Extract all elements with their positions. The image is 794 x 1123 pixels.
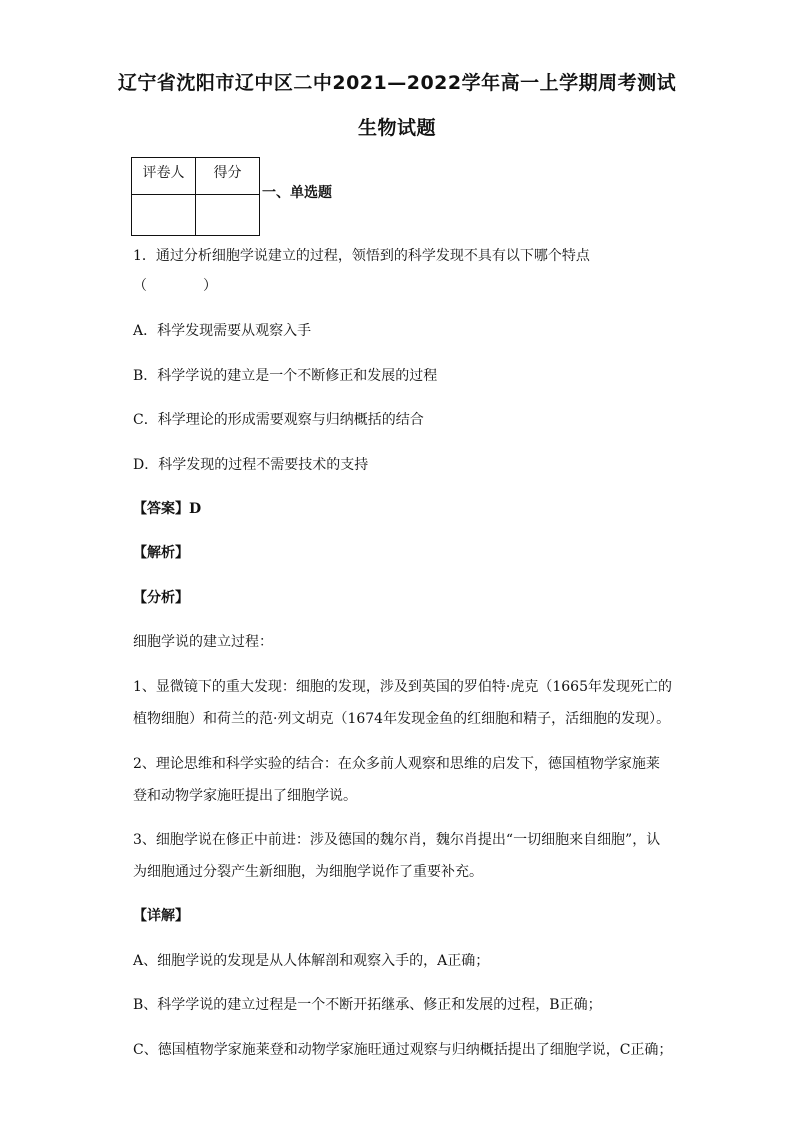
detail-label: 【详解】 [133,908,189,924]
question-stem: 1．通过分析细胞学说建立的过程，领悟到的科学发现不具有以下哪个特点 [133,248,590,264]
option-d: D．科学发现的过程不需要技术的支持 [133,457,369,473]
option-a: A．科学发现需要从观察入手 [133,323,312,339]
analysis-point-1b: 植物细胞）和荷兰的范·列文胡克（1674年发现金鱼的红细胞和精子，活细胞的发现）。 [133,711,671,727]
analysis-point-1a: 1、显微镜下的重大发现：细胞的发现，涉及到英国的罗伯特·虎克（1665年发现死亡的 [133,679,672,695]
score-table-score-header: 得分 [196,158,260,195]
detail-point-b: B、科学学说的建立过程是一个不断开拓继承、修正和发展的过程，B正确； [133,997,602,1013]
option-c: C．科学理论的形成需要观察与归纳概括的结合 [133,412,424,428]
score-table-score-cell [196,195,260,236]
page-title: 辽宁省沈阳市辽中区二中2021—2022学年高一上学期周考测试 [117,72,677,94]
analysis-point-3b: 为细胞通过分裂产生新细胞，为细胞学说作了重要补充。 [133,864,483,880]
option-b: B．科学学说的建立是一个不断修正和发展的过程 [133,368,438,384]
score-table-grader-cell [132,195,196,236]
detail-point-a: A、细胞学说的发现是从人体解剖和观察入手的，A正确； [133,953,490,969]
score-table-grader-header: 评卷人 [132,158,196,195]
question-blank: （ ） [133,278,217,294]
analysis-label: 【解析】 [133,545,189,561]
page-subtitle: 生物试题 [357,117,436,139]
section-title: 一、单选题 [262,185,332,201]
analysis-point-2b: 登和动物学家施旺提出了细胞学说。 [133,788,357,804]
answer: 【答案】D [133,501,202,517]
analysis-point-3a: 3、细胞学说在修正中前进：涉及德国的魏尔肖，魏尔肖提出“一切细胞来自细胞”，认 [133,832,661,848]
analysis-intro: 细胞学说的建立过程： [133,634,273,650]
detail-point-c: C、德国植物学家施莱登和动物学家施旺通过观察与归纳概括提出了细胞学说，C正确； [133,1042,673,1058]
fenxi-label: 【分析】 [133,590,189,606]
score-table [131,157,260,236]
analysis-point-2a: 2、理论思维和科学实验的结合：在众多前人观察和思维的启发下，德国植物学家施莱 [133,756,660,772]
